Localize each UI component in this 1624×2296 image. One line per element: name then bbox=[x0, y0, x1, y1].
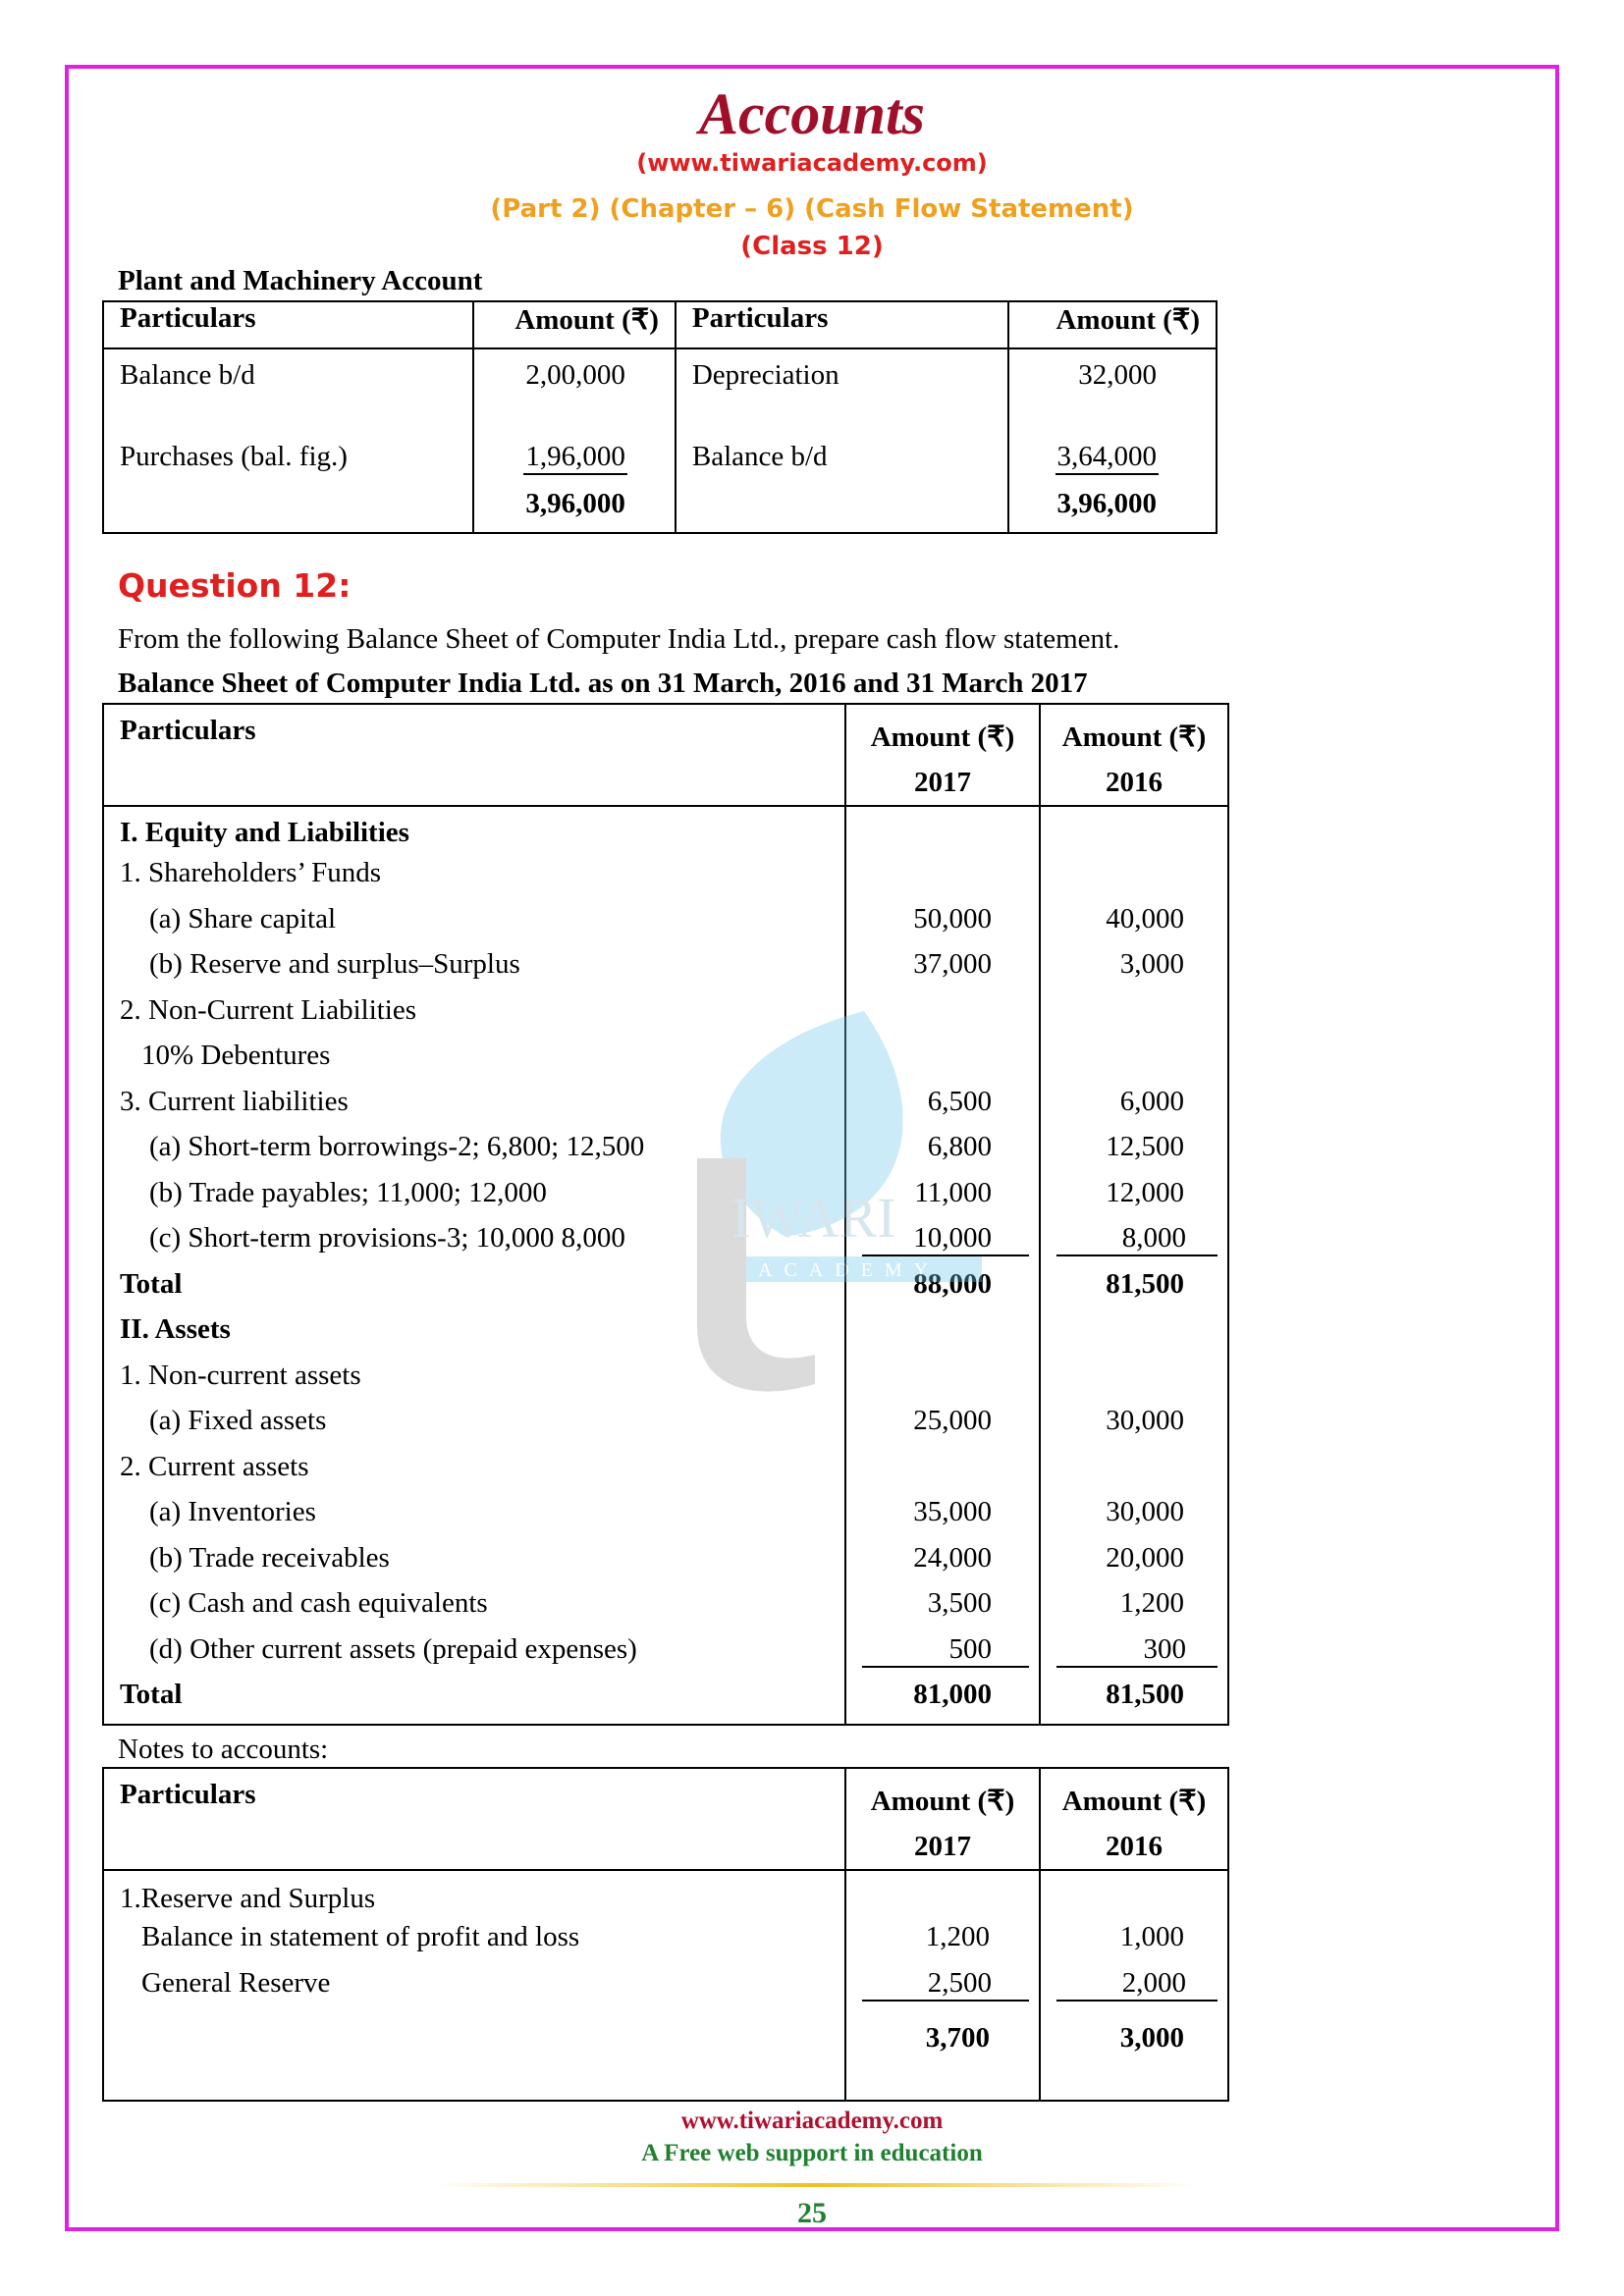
amount-value: 11,000 bbox=[914, 1176, 992, 1208]
amount-value: 30,000 bbox=[1106, 1496, 1184, 1527]
row-amount-2016 bbox=[1040, 1222, 1228, 1268]
row-amount-2016 bbox=[1040, 1587, 1228, 1633]
row-particular: (c) Cash and cash equivalents bbox=[103, 1587, 845, 1633]
row-particular: (a) Short-term borrowings-2; 6,800; 12,500 bbox=[103, 1131, 845, 1177]
header-amount-2017 bbox=[845, 1768, 1040, 1870]
total-2017: 3,700 bbox=[845, 2014, 1040, 2101]
header-amount-2016 bbox=[1040, 1768, 1228, 1870]
amount-value: 6,500 bbox=[927, 1085, 992, 1117]
row-particular: Total bbox=[103, 1679, 845, 1725]
row-particular: (b) Trade payables; 11,000; 12,000 bbox=[103, 1177, 845, 1223]
amount-value: 24,000 bbox=[913, 1541, 992, 1574]
row-particular: Purchases (bal. fig.) bbox=[103, 441, 473, 488]
row-amount-2016 bbox=[1040, 857, 1228, 903]
header-amount-label: Amount (₹) bbox=[1061, 721, 1207, 753]
notes-caption: Notes to accounts: bbox=[118, 1734, 329, 1765]
table-row bbox=[103, 948, 1228, 994]
row-amount-2016: 1,000 bbox=[1040, 1921, 1228, 1967]
balance-sheet-caption: Balance Sheet of Computer India Ltd. as on 31 March, 2016 and 31 March 2017 bbox=[118, 667, 1088, 699]
header-amount-2016 bbox=[1040, 704, 1228, 806]
amount-value: 37,000 bbox=[913, 948, 992, 980]
row-amount-2016 bbox=[1040, 1451, 1228, 1497]
table-row bbox=[103, 348, 1217, 441]
row-particular: 2. Current assets bbox=[103, 1451, 845, 1497]
amount-value: 500 bbox=[862, 1633, 1029, 1668]
row-particular: Total bbox=[103, 1268, 845, 1314]
amount-value: 3,500 bbox=[927, 1587, 992, 1619]
amount-value: 300 bbox=[1056, 1633, 1218, 1668]
watermark-text: IWARI bbox=[731, 1186, 896, 1250]
question-text: From the following Balance Sheet of Computer India Ltd., prepare cash flow statement. bbox=[118, 623, 1120, 655]
row-particular: Balance b/d bbox=[676, 441, 1008, 488]
row-amount-2017 bbox=[845, 948, 1040, 994]
table-row bbox=[103, 857, 1228, 903]
chapter-line: (Part 2) (Chapter – 6) (Cash Flow Statement) bbox=[490, 194, 1134, 224]
total-right: 3,96,000 bbox=[1008, 488, 1217, 533]
row-amount-2016 bbox=[1040, 806, 1228, 857]
table-row bbox=[103, 1496, 1228, 1542]
table-row bbox=[103, 1451, 1228, 1497]
row-particular: (a) Fixed assets bbox=[103, 1405, 845, 1451]
row-particular: 1. Non-current assets bbox=[103, 1360, 845, 1406]
header-year: 2016 bbox=[1106, 1831, 1163, 1862]
row-amount-2016 bbox=[1040, 1040, 1228, 1086]
row-particular: 3. Current liabilities bbox=[103, 1086, 845, 1132]
page-title: Accounts bbox=[698, 81, 926, 146]
header-amount-label: Amount (₹) bbox=[870, 721, 1015, 753]
row-particular: 10% Debentures bbox=[103, 1040, 845, 1086]
row-amount: 3,64,000 bbox=[1056, 441, 1160, 475]
row-particular: Balance b/d bbox=[103, 348, 473, 441]
row-amount-2016 bbox=[1040, 1542, 1228, 1588]
table-row-total bbox=[103, 2014, 1228, 2101]
total-2016: 3,000 bbox=[1040, 2014, 1228, 2101]
table-row bbox=[103, 1587, 1228, 1633]
amount-value: 10,000 bbox=[862, 1222, 1029, 1256]
tiwari-academy-watermark bbox=[638, 991, 1011, 1423]
header-particulars: Particulars bbox=[103, 1768, 845, 1870]
header-particulars: Particulars bbox=[103, 704, 845, 806]
row-particular: Balance in statement of profit and loss bbox=[103, 1921, 845, 1967]
row-amount-2016 bbox=[1040, 1086, 1228, 1132]
table-row-total bbox=[103, 488, 1217, 533]
row-amount-2017 bbox=[845, 1587, 1040, 1633]
header-amount-label: Amount (₹) bbox=[870, 1786, 1015, 1817]
row-amount: 2,00,000 bbox=[473, 348, 676, 441]
amount-value: 40,000 bbox=[1106, 902, 1184, 934]
row-particular: (a) Share capital bbox=[103, 903, 845, 949]
row-amount-2017: 1,200 bbox=[845, 1921, 1040, 1967]
question-label: Question 12: bbox=[118, 566, 352, 605]
row-amount-2016 bbox=[1040, 1360, 1228, 1406]
amount-value: 1,200 bbox=[1119, 1587, 1184, 1619]
header-amount-2017 bbox=[845, 704, 1040, 806]
row-amount-2016 bbox=[1040, 1131, 1228, 1177]
amount-value: 30,000 bbox=[1106, 1405, 1184, 1436]
row-particular: (a) Inventories bbox=[103, 1496, 845, 1542]
row-amount-2017 bbox=[845, 1542, 1040, 1588]
row-amount-2017 bbox=[845, 903, 1040, 949]
row-amount: 1,96,000 bbox=[523, 441, 627, 475]
footer-tagline: A Free web support in education bbox=[641, 2140, 983, 2166]
amount-value: 81,000 bbox=[913, 1679, 992, 1710]
row-amount-2017: 2,500 bbox=[862, 1967, 1029, 2002]
footer-divider bbox=[432, 2183, 1198, 2187]
amount-value: 3,000 bbox=[1119, 948, 1184, 980]
header-year: 2017 bbox=[914, 767, 971, 798]
amount-value: 12,000 bbox=[1106, 1176, 1184, 1208]
header-particulars: Particulars bbox=[103, 301, 473, 348]
row-amount-2016 bbox=[1040, 1679, 1228, 1725]
table-row-total bbox=[103, 1679, 1228, 1725]
amount-value: 20,000 bbox=[1106, 1541, 1184, 1574]
row-amount-2016 bbox=[1040, 1177, 1228, 1223]
row-particular: (d) Other current assets (prepaid expenses) bbox=[103, 1633, 845, 1680]
header-amount-label: Amount (₹) bbox=[1061, 1786, 1207, 1817]
total-left: 3,96,000 bbox=[473, 488, 676, 533]
table-row bbox=[103, 1967, 1228, 2014]
row-particular: General Reserve bbox=[103, 1967, 845, 2014]
amount-value: 81,500 bbox=[1106, 1267, 1184, 1300]
row-particular: (c) Short-term provisions-3; 10,000 8,000 bbox=[103, 1222, 845, 1268]
footer-website: www.tiwariacademy.com bbox=[680, 2108, 944, 2134]
row-amount-2017 bbox=[845, 1451, 1040, 1497]
table-row bbox=[103, 806, 1228, 857]
row-particular: 2. Non-Current Liabilities bbox=[103, 994, 845, 1041]
table-row bbox=[103, 1921, 1228, 1967]
row-amount-2016 bbox=[1040, 1268, 1228, 1314]
row-amount-2016 bbox=[1040, 1313, 1228, 1360]
row-particular: (b) Reserve and surplus–Surplus bbox=[103, 948, 845, 994]
amount-value: 12,500 bbox=[1106, 1131, 1184, 1162]
plant-account-caption: Plant and Machinery Account bbox=[118, 265, 483, 296]
table-row bbox=[103, 903, 1228, 949]
header-website: (www.tiwariacademy.com) bbox=[636, 149, 988, 177]
amount-value: 25,000 bbox=[913, 1405, 992, 1436]
page-number: 25 bbox=[797, 2197, 827, 2229]
amount-value: 50,000 bbox=[913, 902, 992, 934]
row-particular: II. Assets bbox=[103, 1313, 845, 1360]
row-amount-2016 bbox=[1040, 1633, 1228, 1680]
amount-value: 6,800 bbox=[927, 1131, 992, 1162]
table-row bbox=[103, 441, 1217, 488]
watermark-subtext: ACADEMY bbox=[758, 1259, 941, 1281]
row-amount-2016 bbox=[1040, 994, 1228, 1041]
row-amount-2017 bbox=[845, 1496, 1040, 1542]
row-amount-2016 bbox=[1040, 903, 1228, 949]
header-amount: Amount (₹) bbox=[473, 301, 676, 348]
header-particulars: Particulars bbox=[676, 301, 1008, 348]
row-amount-2017 bbox=[845, 857, 1040, 903]
row-particular: I. Equity and Liabilities bbox=[103, 806, 845, 857]
table-row bbox=[103, 1542, 1228, 1588]
class-line: (Class 12) bbox=[740, 232, 884, 261]
row-amount-2017 bbox=[845, 1679, 1040, 1725]
row-amount: 32,000 bbox=[1008, 348, 1217, 441]
header-year: 2017 bbox=[914, 1831, 971, 1862]
header-year: 2016 bbox=[1106, 767, 1163, 798]
amount-value: 6,000 bbox=[1119, 1085, 1184, 1117]
table-row bbox=[103, 1633, 1228, 1680]
row-amount-2017 bbox=[845, 806, 1040, 857]
header-amount: Amount (₹) bbox=[1008, 301, 1217, 348]
row-particular: (b) Trade receivables bbox=[103, 1542, 845, 1588]
row-amount-2016 bbox=[1040, 948, 1228, 994]
row-amount-2017 bbox=[845, 1633, 1040, 1680]
amount-value: 81,500 bbox=[1106, 1679, 1184, 1710]
amount-value: 35,000 bbox=[913, 1496, 992, 1527]
row-amount-2016: 2,000 bbox=[1056, 1967, 1218, 2002]
amount-value: 8,000 bbox=[1056, 1222, 1218, 1256]
row-amount-2016 bbox=[1040, 1405, 1228, 1451]
amount-value: 88,000 bbox=[913, 1267, 992, 1300]
row-particular: Depreciation bbox=[676, 348, 1008, 441]
notes-heading: 1.Reserve and Surplus bbox=[103, 1870, 845, 1921]
row-amount-2016 bbox=[1040, 1496, 1228, 1542]
plant-account-table bbox=[102, 300, 1218, 534]
notes-table bbox=[102, 1767, 1229, 2102]
table-row bbox=[103, 1870, 1228, 1921]
row-particular: 1. Shareholders’ Funds bbox=[103, 857, 845, 903]
